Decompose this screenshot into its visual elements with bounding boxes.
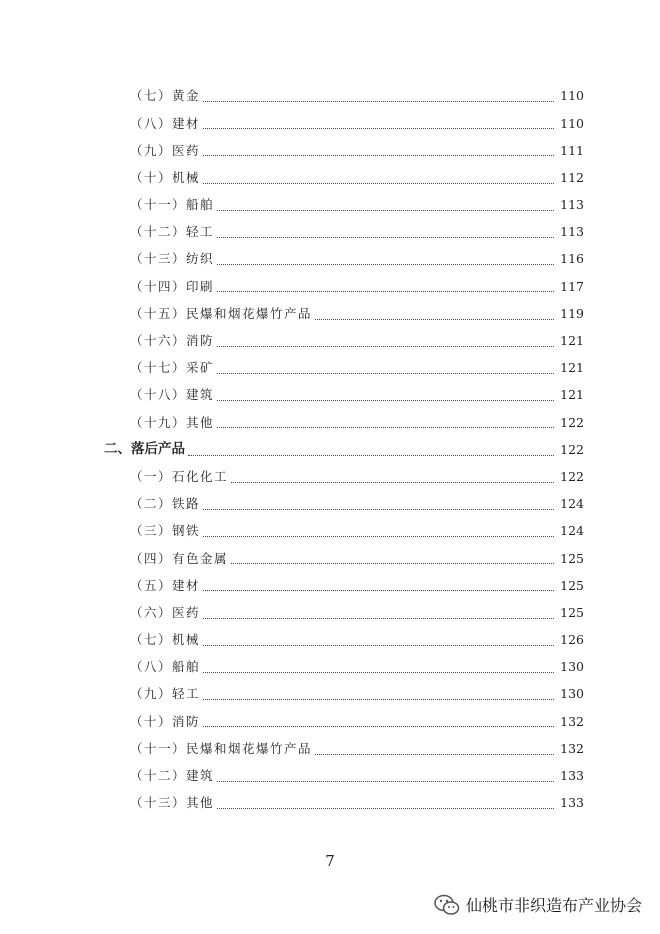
page-number: 7	[325, 852, 335, 870]
dot-leader	[315, 318, 554, 320]
toc-entry[interactable]	[0, 83, 584, 110]
dot-leader	[217, 399, 554, 401]
dot-leader	[217, 263, 554, 265]
dot-leader	[231, 562, 554, 564]
toc-entry-page: 122	[560, 414, 584, 430]
toc-entry-label: （十五）民爆和烟花爆竹产品	[130, 308, 315, 321]
toc-section-entry[interactable]	[0, 436, 584, 463]
toc-entry-label: （一）石化化工	[130, 471, 231, 484]
toc-entry-label: （十六）消防	[130, 335, 217, 348]
toc-entry-label: （十一）民爆和烟花爆竹产品	[130, 743, 315, 756]
toc-entry[interactable]	[0, 409, 584, 436]
toc-entry[interactable]	[0, 545, 584, 572]
toc-entry-label: （七）黄金	[130, 90, 203, 103]
toc-entry-page: 122	[560, 468, 584, 484]
toc-entry[interactable]	[0, 600, 584, 627]
toc-entry-page: 126	[560, 632, 584, 648]
toc-entry[interactable]	[0, 165, 584, 192]
toc-entry-label: 二、落后产品	[104, 443, 188, 457]
toc-entry-page: 113	[560, 224, 584, 240]
toc-entry[interactable]	[0, 681, 584, 708]
toc-entry[interactable]	[0, 137, 584, 164]
toc-entry-label: （八）船舶	[130, 661, 203, 674]
toc-entry-page: 112	[560, 169, 584, 185]
toc-entry-label: （十四）印刷	[130, 281, 217, 294]
toc-entry-page: 132	[560, 713, 584, 729]
toc-entry-page: 132	[560, 740, 584, 756]
toc-entry-label: （三）钢铁	[130, 525, 203, 538]
dot-leader	[188, 454, 554, 456]
toc-entry[interactable]	[0, 654, 584, 681]
toc-entry-page: 125	[560, 604, 584, 620]
dot-leader	[217, 345, 554, 347]
toc-entry[interactable]	[0, 246, 584, 273]
toc-entry-page: 124	[560, 523, 584, 539]
toc-entry[interactable]	[0, 736, 584, 763]
toc-entry-label: （十二）建筑	[130, 770, 217, 783]
toc-entry-page: 113	[560, 197, 584, 213]
toc-entry[interactable]	[0, 464, 584, 491]
watermark	[434, 893, 642, 916]
toc-entry-label: （十八）建筑	[130, 389, 217, 402]
dot-leader	[203, 617, 554, 619]
toc-entry-label: （九）医药	[130, 145, 203, 158]
toc-entry-page: 125	[560, 577, 584, 593]
dot-leader	[217, 780, 554, 782]
table-of-contents	[0, 83, 660, 817]
toc-entry[interactable]	[0, 708, 584, 735]
toc-entry-page: 116	[560, 251, 584, 267]
toc-entry-page: 121	[560, 360, 584, 376]
dot-leader	[217, 236, 554, 238]
toc-entry-page: 110	[560, 88, 584, 104]
watermark-text: 仙桃市非织造布产业协会	[465, 896, 642, 915]
toc-entry-page: 121	[560, 333, 584, 349]
dot-leader	[217, 426, 554, 428]
wechat-icon	[434, 894, 460, 916]
dot-leader	[203, 698, 554, 700]
dot-leader	[203, 127, 554, 129]
toc-entry-page: 110	[560, 115, 584, 131]
toc-entry[interactable]	[0, 518, 584, 545]
toc-entry[interactable]	[0, 491, 584, 518]
toc-entry[interactable]	[0, 219, 584, 246]
toc-entry[interactable]	[0, 328, 584, 355]
toc-entry[interactable]	[0, 273, 584, 300]
toc-entry[interactable]	[0, 355, 584, 382]
toc-entry-page: 133	[560, 795, 584, 811]
toc-entry[interactable]	[0, 110, 584, 137]
dot-leader	[217, 372, 554, 374]
dot-leader	[217, 209, 554, 211]
toc-entry[interactable]	[0, 790, 584, 817]
toc-entry-page: 122	[560, 441, 584, 457]
toc-entry-page: 121	[560, 387, 584, 403]
toc-entry-page: 133	[560, 768, 584, 784]
toc-entry[interactable]	[0, 763, 584, 790]
toc-entry-page: 130	[560, 659, 584, 675]
toc-entry-label: （十一）船舶	[130, 199, 217, 212]
dot-leader	[203, 100, 554, 102]
toc-entry-label: （十）消防	[130, 716, 203, 729]
dot-leader	[203, 725, 554, 727]
toc-entry-label: （十七）采矿	[130, 362, 217, 375]
toc-entry-page: 111	[560, 142, 584, 158]
toc-entry-label: （十二）轻工	[130, 226, 217, 239]
dot-leader	[203, 154, 554, 156]
toc-entry-label: （七）机械	[130, 634, 203, 647]
toc-entry-page: 124	[560, 496, 584, 512]
toc-entry-label: （十）机械	[130, 172, 203, 185]
toc-entry-page: 125	[560, 550, 584, 566]
toc-entry-label: （六）医药	[130, 607, 203, 620]
toc-entry-label: （九）轻工	[130, 688, 203, 701]
dot-leader	[203, 535, 554, 537]
toc-entry-page: 130	[560, 686, 584, 702]
toc-entry[interactable]	[0, 192, 584, 219]
toc-entry-label: （八）建材	[130, 118, 203, 131]
toc-entry-label: （十三）其他	[130, 797, 217, 810]
dot-leader	[315, 753, 554, 755]
dot-leader	[231, 481, 554, 483]
toc-entry[interactable]	[0, 572, 584, 599]
dot-leader	[203, 182, 554, 184]
toc-entry-label: （五）建材	[130, 580, 203, 593]
toc-entry-label: （四）有色金属	[130, 553, 231, 566]
dot-leader	[203, 589, 554, 591]
toc-entry-page: 117	[560, 278, 584, 294]
dot-leader	[203, 508, 554, 510]
dot-leader	[203, 644, 554, 646]
toc-entry[interactable]	[0, 627, 584, 654]
toc-entry-label: （二）铁路	[130, 498, 203, 511]
toc-entry[interactable]	[0, 301, 584, 328]
toc-entry-label: （十九）其他	[130, 417, 217, 430]
toc-entry-label: （十三）纺织	[130, 253, 217, 266]
dot-leader	[217, 290, 554, 292]
dot-leader	[203, 671, 554, 673]
toc-entry[interactable]	[0, 382, 584, 409]
toc-entry-page: 119	[560, 305, 584, 321]
dot-leader	[217, 807, 554, 809]
